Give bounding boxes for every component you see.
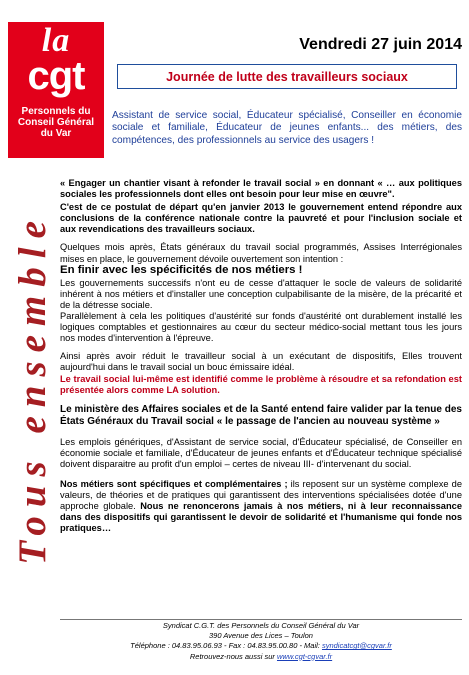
footer-web-label: Retrouvez-nous aussi sur (189, 651, 277, 661)
document-date: Vendredi 27 juin 2014 (299, 36, 462, 53)
paragraph-refondation: Le travail social lui-même est identifié comme le problème à résoudre et sa refondation est présentée alors comme LA solution. (60, 373, 462, 395)
vertical-slogan (8, 168, 56, 608)
paragraph-conclusion (60, 479, 462, 534)
paragraph-postulate: C'est de ce postulat de départ qu'en janvier 2013 le gouvernement entend répondre aux conclusions de la conférence nationale contre la pauvreté et pour l'inclusion sociale et aux revendications des travailleurs sociaux. (60, 202, 462, 235)
main-text (60, 178, 462, 540)
footer-email-link[interactable]: syndicatcgt@cgvar.fr (321, 641, 392, 651)
vertical-slogan-text: Tous ensemble (10, 211, 54, 565)
footer-website-link[interactable]: www.cgt-cgvar.fr (276, 651, 333, 661)
paragraph-intention: Quelques mois après, États généraux du travail social programmés, Assises Interrégionales mises en place, le gouvernement dévoile ouvertement son intention : (60, 242, 462, 264)
paragraph-emplois: Les emplois génériques, d'Assistant de service social, d'Éducateur spécialisé, de Conseiller en économie sociale et familiale, d'Éducateur de jeunes enfants et d'Éducateur technique spécialisé doivent disparaitre au profit d'un emploi – certes de niveau III- d'intervenant du social. (60, 436, 462, 469)
logo-subtitle-line-1: Personnels du (21, 106, 91, 117)
paragraph-quote: « Engager un chantier visant à refonder le travail social » en donnant « … aux politiques sociales les professionnels dont elles ont besoin pour leur mise en œuvre". (60, 178, 462, 200)
footer-phone-fax: Téléphone : 04.83.95.06.93 - Fax : 04.83.95.00.80 - Mail: (130, 641, 322, 651)
footer (60, 619, 462, 662)
paragraph-gouvernements: Les gouvernements successifs n'ont eu de cesse d'attaquer le socle de valeurs de solidarité inhérent à nos métiers et d'installer une conception culpabilisante de la misère, de la précarité et de la détresse sociale. (60, 277, 462, 310)
logo-subtitle (8, 106, 104, 139)
banner-title: Journée de lutte des travailleurs sociaux (117, 64, 457, 89)
footer-address: 390 Avenue des Lices – Toulon (209, 631, 313, 641)
conclusion-text: ils reposent sur un système complexe de valeurs, de théories et de pratiques qui garantissent des interventions spécialisées dotée d'une approche globale. (60, 478, 462, 512)
logo-subtitle-line-3: du Var (40, 128, 72, 139)
logo-la-text: la (41, 22, 71, 59)
paragraph-austerite: Parallèlement à cela les politiques d'austérité sur fonds d'austérité ont durablement installé les logiques comptables et gestionnaires au cœur du secteur médico-social mettant tous les jours nos modes d'intervention à l'épreuve. (60, 311, 462, 344)
heading-specificites: En finir avec les spécificités de nos métiers ! (60, 263, 303, 276)
paragraph-ministere: Le ministère des Affaires sociales et de la Santé entend faire valider par la tenue des États Généraux du Travail social « le passage de l'ancien au nouveau système » (60, 403, 462, 427)
paragraph-dispositifs: Ainsi après avoir réduit le travailleur social à un exécutant de dispositifs, Elles trouvent aujourd'hui dans le travail social un bouc émissaire idéal. (60, 351, 462, 373)
footer-web (60, 652, 462, 662)
intro-paragraph: Assistant de service social, Éducateur spécialisé, Conseiller en économie sociale et familiale, Éducateur de jeunes enfants... des métiers, des compétences, des professionnels au service des usagers ! (112, 110, 462, 146)
cgt-logo (8, 22, 104, 158)
footer-contact (60, 641, 462, 651)
conclusion-heading: Nos métiers sont spécifiques et complémentaires ; (60, 478, 288, 489)
logo-cgt-text: cgt (27, 54, 85, 98)
logo-subtitle-line-2: Conseil Général (17, 117, 95, 128)
conclusion-commitment: Nous ne renoncerons jamais à nos métiers, ni à leur reconnaissance dans des dispositifs qui garantissent le devoir de solidarité et l'humanisme qui fonde nos pratiques… (60, 501, 462, 534)
footer-union-name: Syndicat C.G.T. des Personnels du Conseil Général du Var (162, 621, 360, 630)
